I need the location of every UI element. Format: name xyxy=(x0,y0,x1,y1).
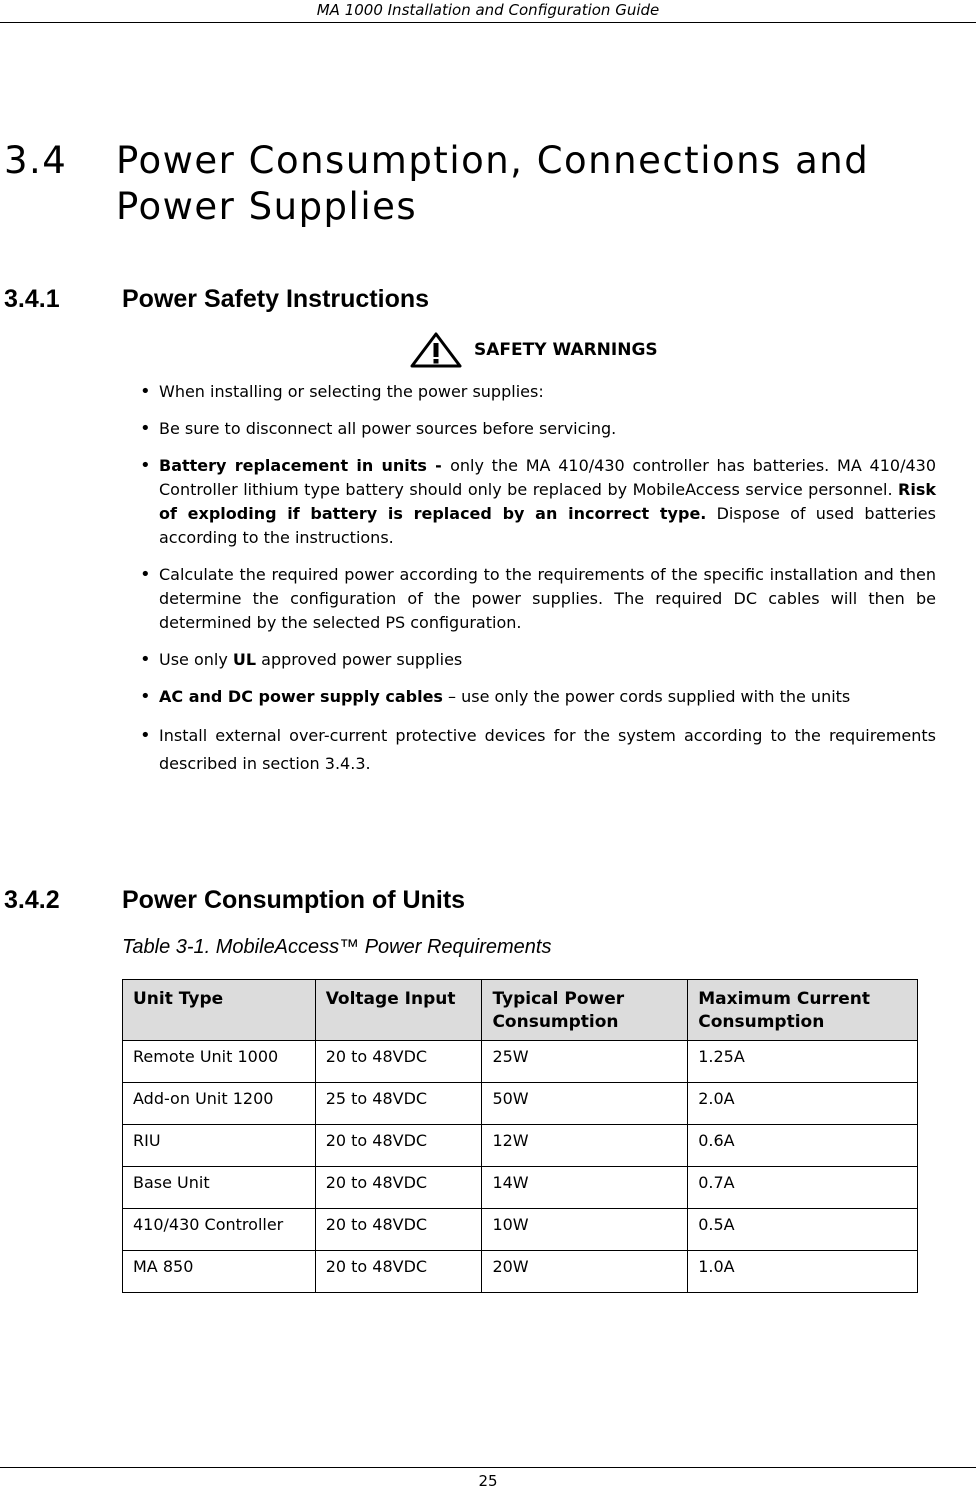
column-header: Unit Type xyxy=(123,980,316,1041)
list-item: • AC and DC power supply cables – use only the power cords supplied with the units xyxy=(140,685,936,709)
page-header xyxy=(0,0,976,23)
table-cell: 410/430 Controller xyxy=(123,1209,316,1251)
table-cell: 25W xyxy=(482,1041,688,1083)
column-header: Maximum Current Consumption xyxy=(688,980,918,1041)
table-cell: 0.6A xyxy=(688,1125,918,1167)
table-row xyxy=(123,1041,918,1083)
page-footer xyxy=(0,1467,976,1492)
table-cell: 0.7A xyxy=(688,1167,918,1209)
subsection-number: 3.4.2 xyxy=(4,886,60,914)
safety-warning-label: SAFETY WARNINGS xyxy=(474,340,658,360)
table-row xyxy=(123,1251,918,1293)
warning-triangle-icon xyxy=(410,332,462,368)
table-row xyxy=(123,1209,918,1251)
table-row xyxy=(123,1167,918,1209)
list-item: • Install external over-current protective devices for the system according to the requirements described in section 3.4.3. xyxy=(140,722,936,778)
table-cell: Base Unit xyxy=(123,1167,316,1209)
table-cell: 20 to 48VDC xyxy=(315,1251,482,1293)
table-cell: 1.25A xyxy=(688,1041,918,1083)
subsection-title: Power Safety Instructions xyxy=(122,285,430,313)
table-cell: Remote Unit 1000 xyxy=(123,1041,316,1083)
list-item: • Battery replacement in units - only the MA 410/430 controller has batteries. MA 410/430 Controller lithium type battery should only be replaced by MobileAccess service personnel. Risk of exploding if battery is replaced by an incorrect type. Dispose of used batteries according to the instructions. xyxy=(140,454,936,550)
table-cell: MA 850 xyxy=(123,1251,316,1293)
list-item: • Be sure to disconnect all power sources before servicing. xyxy=(140,417,936,441)
table-header-row xyxy=(123,980,918,1041)
table-caption: Table 3-1. MobileAccess™ Power Requirements xyxy=(122,936,552,958)
section-number: 3.4 xyxy=(4,139,68,182)
table-cell: 20 to 48VDC xyxy=(315,1167,482,1209)
subsection-heading-consumption xyxy=(4,885,465,915)
table-cell: 20 to 48VDC xyxy=(315,1041,482,1083)
table-cell: 14W xyxy=(482,1167,688,1209)
column-header: Typical Power Consumption xyxy=(482,980,688,1041)
table-cell: 12W xyxy=(482,1125,688,1167)
header-title: MA 1000 Installation and Configuration Guide xyxy=(316,1,660,19)
subsection-heading-safety xyxy=(4,284,429,314)
section-title-line2: Power Supplies xyxy=(116,185,418,228)
safety-warning-banner xyxy=(410,330,658,370)
table-cell: RIU xyxy=(123,1125,316,1167)
section-heading xyxy=(4,138,934,230)
section-title-line1: Power Consumption, Connections and xyxy=(116,139,870,182)
list-item: • Use only UL approved power supplies xyxy=(140,648,936,672)
table-cell: 10W xyxy=(482,1209,688,1251)
power-requirements-table xyxy=(122,979,918,1293)
table-cell: 50W xyxy=(482,1083,688,1125)
table-cell: 2.0A xyxy=(688,1083,918,1125)
table-cell: 0.5A xyxy=(688,1209,918,1251)
table-cell: 20 to 48VDC xyxy=(315,1125,482,1167)
page-number: 25 xyxy=(478,1472,498,1490)
subsection-title: Power Consumption of Units xyxy=(122,886,466,914)
column-header: Voltage Input xyxy=(315,980,482,1041)
table-row xyxy=(123,1083,918,1125)
table-cell: 1.0A xyxy=(688,1251,918,1293)
list-item: • Calculate the required power according to the requirements of the specific installation and then determine the configuration of the power supplies. The required DC cables will then be determined by the selected PS configuration. xyxy=(140,563,936,635)
table-cell: 20 to 48VDC xyxy=(315,1209,482,1251)
table-cell: Add-on Unit 1200 xyxy=(123,1083,316,1125)
list-item: • When installing or selecting the power supplies: xyxy=(140,380,936,404)
table-cell: 20W xyxy=(482,1251,688,1293)
table-cell: 25 to 48VDC xyxy=(315,1083,482,1125)
table-row xyxy=(123,1125,918,1167)
safety-instructions-list xyxy=(140,380,936,778)
subsection-number: 3.4.1 xyxy=(4,285,60,313)
